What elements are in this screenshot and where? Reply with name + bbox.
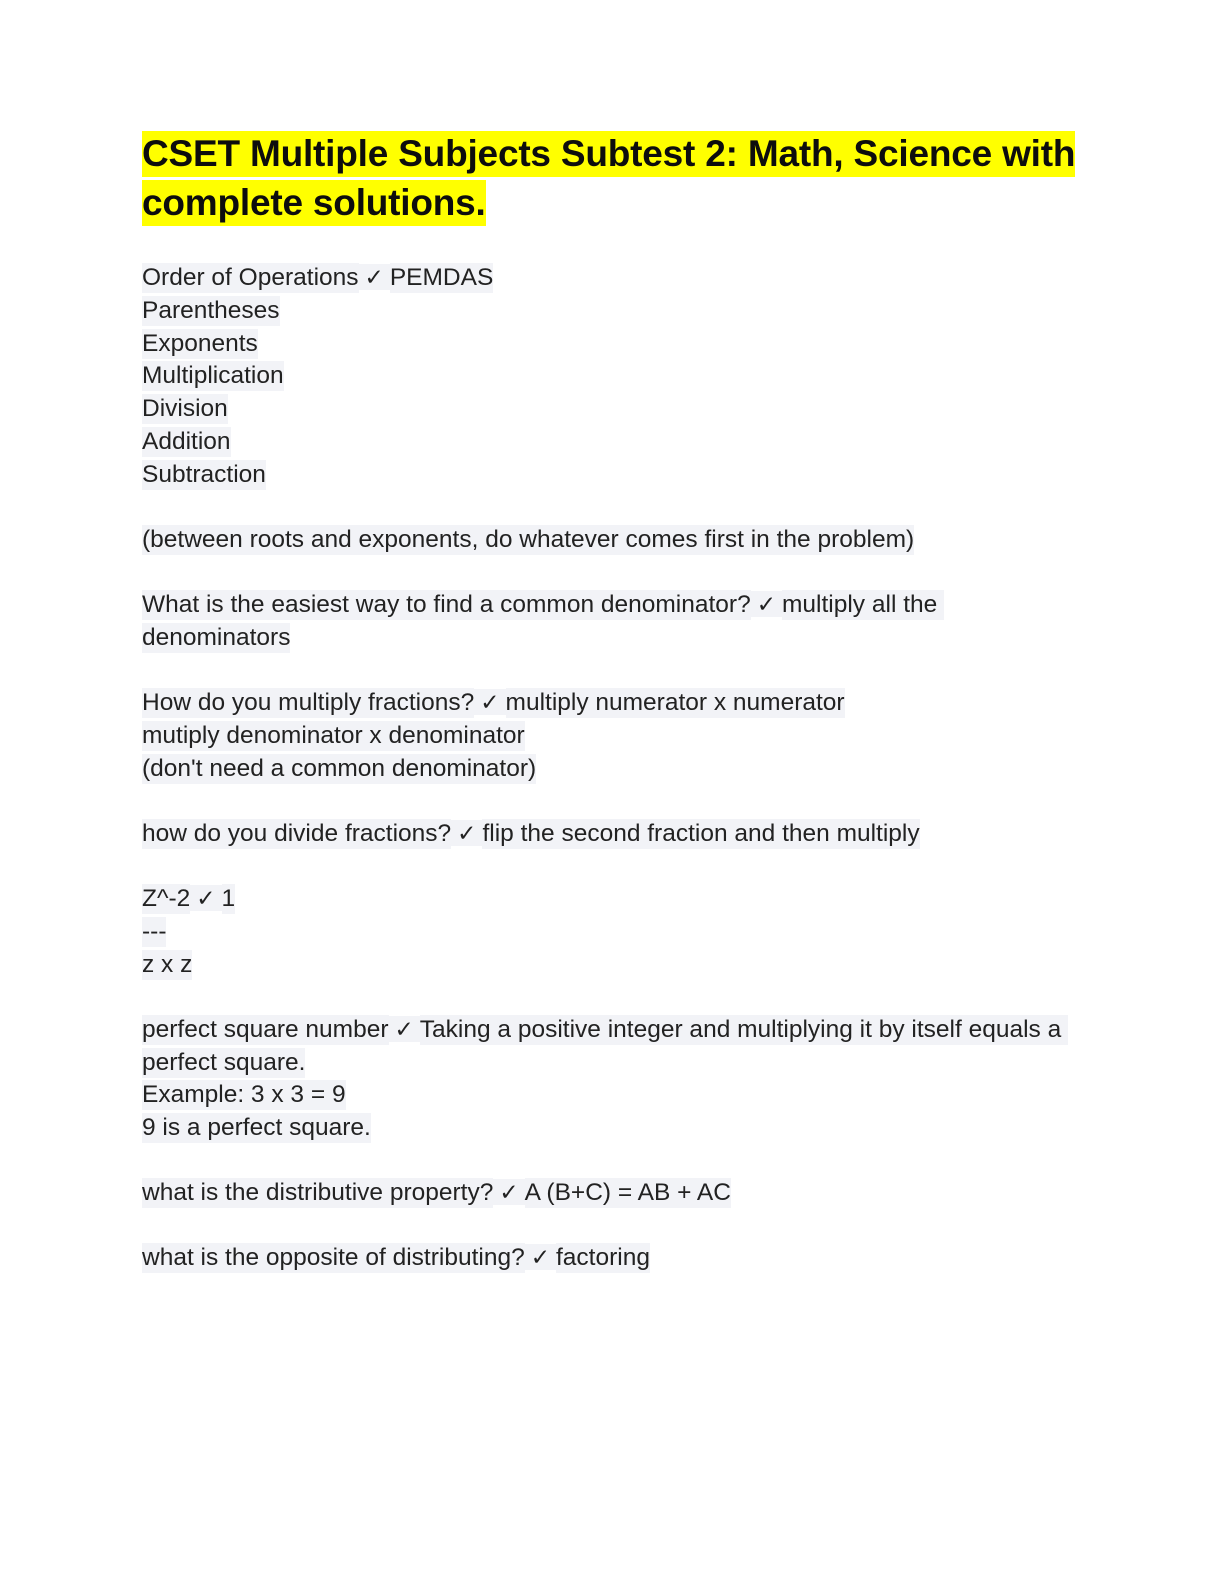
extra-text: Example: 3 x 3 = 9 xyxy=(142,1081,346,1109)
qa-block-negative-exponent xyxy=(142,883,1077,982)
qa-block-roots-exponents-note xyxy=(142,524,1077,557)
qa-line xyxy=(142,883,1077,916)
extra-text: --- xyxy=(142,917,167,945)
extra-text: Addition xyxy=(142,428,231,456)
qa-line xyxy=(142,295,1077,328)
question-text: what is the distributive property? xyxy=(142,1179,494,1207)
qa-block-multiply-fractions xyxy=(142,687,1077,786)
qa-line xyxy=(142,753,1077,786)
qa-block-divide-fractions xyxy=(142,818,1077,851)
qa-line xyxy=(142,1014,1077,1080)
qa-line xyxy=(142,360,1077,393)
qa-line xyxy=(142,720,1077,753)
page-title-text: CSET Multiple Subjects Subtest 2: Math, Science with complete solutions. xyxy=(142,131,1075,226)
question-text: How do you multiply fractions? xyxy=(142,689,475,717)
check-icon: ✓ xyxy=(525,1244,556,1270)
qa-line xyxy=(142,262,1077,295)
qa-block-order-of-operations xyxy=(142,262,1077,493)
qa-line xyxy=(142,687,1077,720)
qa-line xyxy=(142,524,1077,557)
qa-line xyxy=(142,1242,1077,1275)
check-icon: ✓ xyxy=(451,820,482,846)
check-icon: ✓ xyxy=(190,885,221,911)
qa-line xyxy=(142,949,1077,982)
qa-block-opposite-of-distributing xyxy=(142,1242,1077,1275)
qa-line xyxy=(142,1112,1077,1145)
answer-text: PEMDAS xyxy=(389,263,494,291)
extra-text: Multiplication xyxy=(142,362,284,390)
check-icon: ✓ xyxy=(493,1179,524,1205)
answer-text: A (B+C) = AB + AC xyxy=(524,1179,731,1207)
answer-text: 1 xyxy=(221,884,236,912)
answer-text: Taking a positive integer and multiplying it by itself equals a perfect square. xyxy=(142,1015,1069,1076)
qa-line xyxy=(142,459,1077,492)
extra-text: 9 is a perfect square. xyxy=(142,1114,371,1142)
qa-line xyxy=(142,1079,1077,1112)
answer-text: multiply all the denominators xyxy=(142,591,945,652)
extra-text: Division xyxy=(142,395,228,423)
qa-block-perfect-square xyxy=(142,1014,1077,1146)
qa-block-common-denominator xyxy=(142,589,1077,655)
question-text: what is the opposite of distributing? xyxy=(142,1244,525,1272)
qa-line xyxy=(142,1177,1077,1210)
page-title xyxy=(142,130,1077,228)
question-text: Order of Operations xyxy=(142,263,359,291)
extra-text: Subtraction xyxy=(142,461,266,489)
check-icon: ✓ xyxy=(474,689,505,715)
qa-line xyxy=(142,393,1077,426)
question-text: (between roots and exponents, do whatever comes first in the problem) xyxy=(142,526,915,554)
extra-text: mutiply denominator x denominator xyxy=(142,721,525,749)
check-icon: ✓ xyxy=(359,264,390,290)
question-text: What is the easiest way to find a common denominator? xyxy=(142,591,751,619)
check-icon: ✓ xyxy=(751,591,782,617)
question-text: Z^-2 xyxy=(142,884,191,912)
extra-text: z x z xyxy=(142,950,193,978)
extra-text: Exponents xyxy=(142,329,258,357)
qa-line xyxy=(142,589,1077,655)
extra-text: (don't need a common denominator) xyxy=(142,754,537,782)
check-icon: ✓ xyxy=(389,1016,420,1042)
answer-text: flip the second fraction and then multiply xyxy=(482,819,920,847)
answer-text: multiply numerator x numerator xyxy=(505,689,845,717)
extra-text: Parentheses xyxy=(142,296,280,324)
question-text: perfect square number xyxy=(142,1015,389,1043)
qa-line xyxy=(142,328,1077,361)
answer-text: factoring xyxy=(556,1244,650,1272)
qa-line xyxy=(142,818,1077,851)
question-text: how do you divide fractions? xyxy=(142,819,452,847)
qa-line xyxy=(142,916,1077,949)
qa-line xyxy=(142,426,1077,459)
qa-block-distributive-property xyxy=(142,1177,1077,1210)
